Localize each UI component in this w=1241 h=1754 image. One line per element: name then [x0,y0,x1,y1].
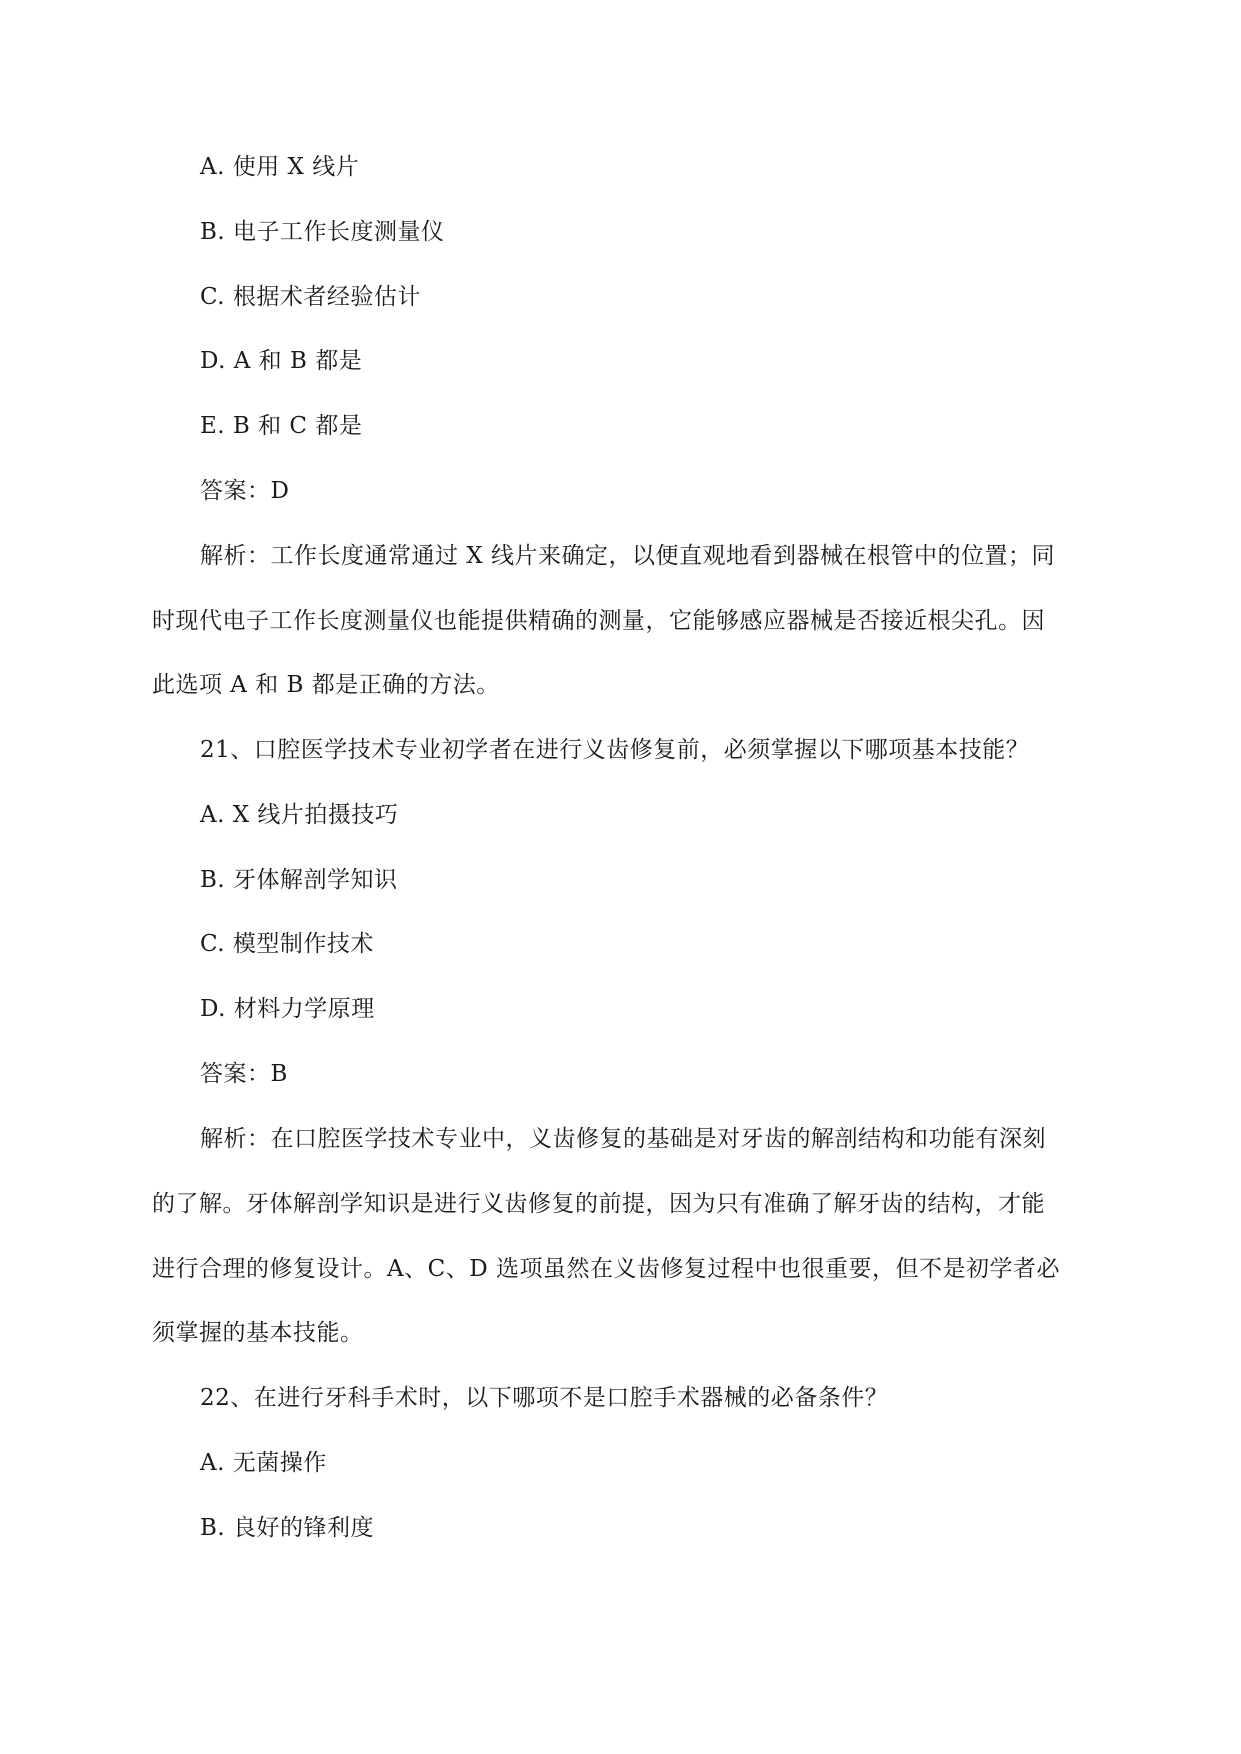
option-c: C. 模型制作技术 [200,931,374,957]
option-c: C. 根据术者经验估计 [200,284,421,310]
option-b: B. 牙体解剖学知识 [200,867,398,893]
option-d: D. 材料力学原理 [200,996,375,1022]
option-b: B. 良好的锋利度 [200,1515,375,1541]
analysis-line: 的了解。牙体解剖学知识是进行义齿修复的前提，因为只有准确了解牙齿的结构，才能 [152,1191,1045,1217]
analysis-line: 时现代电子工作长度测量仪也能提供精确的测量，它能够感应器械是否接近根尖孔。因 [152,608,1045,634]
question-title: 21、口腔医学技术专业初学者在进行义齿修复前，必须掌握以下哪项基本技能？ [200,737,1030,763]
analysis-line: 进行合理的修复设计。A、C、D 选项虽然在义齿修复过程中也很重要，但不是初学者必 [152,1256,1060,1282]
analysis-line: 须掌握的基本技能。 [152,1320,364,1346]
option-a: A. X 线片拍摄技巧 [200,802,399,828]
option-e: E. B 和 C 都是 [200,413,363,439]
answer: 答案：D [200,478,290,504]
option-d: D. A 和 B 都是 [200,348,363,374]
answer: 答案：B [200,1061,288,1087]
analysis-line: 此选项 A 和 B 都是正确的方法。 [152,672,500,698]
option-b: B. 电子工作长度测量仪 [200,219,445,245]
analysis-line: 解析：在口腔医学技术专业中，义齿修复的基础是对牙齿的解剖结构和功能有深刻 [200,1126,1046,1152]
option-a: A. 使用 X 线片 [200,154,360,180]
analysis-line: 解析：工作长度通常通过 X 线片来确定，以便直观地看到器械在根管中的位置；同 [200,543,1055,569]
option-a: A. 无菌操作 [200,1450,327,1476]
question-title: 22、在进行牙科手术时，以下哪项不是口腔手术器械的必备条件？ [200,1385,889,1411]
